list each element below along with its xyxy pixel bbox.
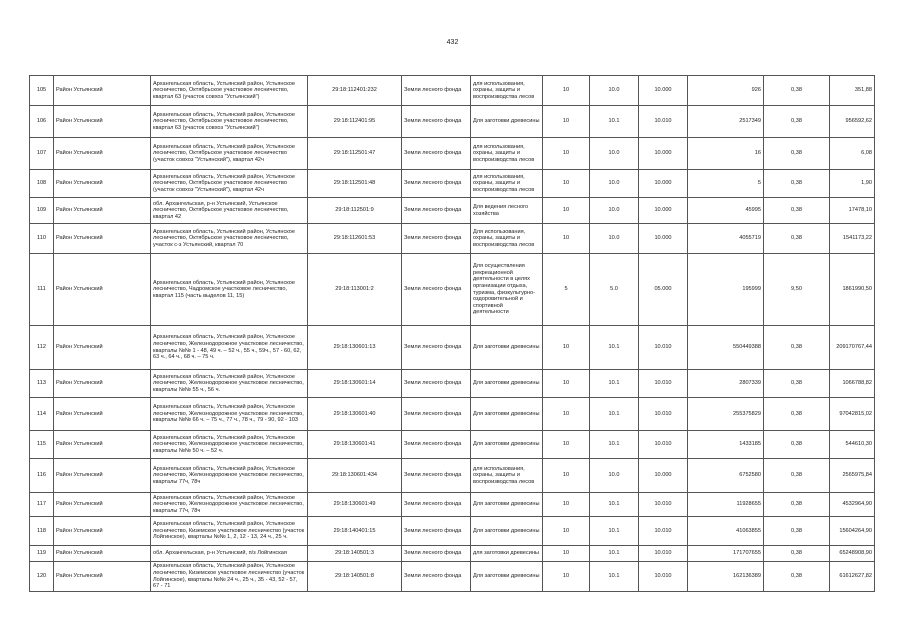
permitted-use-cell: Для заготовки древесины bbox=[471, 517, 543, 546]
district-cell: Район Устьянский bbox=[54, 254, 151, 326]
table-row bbox=[30, 106, 875, 138]
amount-cell: 544610,30 bbox=[830, 431, 875, 459]
rate-cell: 0,38 bbox=[764, 76, 830, 106]
code-cell: 10 bbox=[543, 76, 590, 106]
table-row bbox=[30, 562, 875, 592]
land-category-cell: Земли лесного фонда bbox=[402, 326, 471, 370]
rate-cell: 0,38 bbox=[764, 546, 830, 562]
cadastral-number-cell: 29:18:112501:48 bbox=[308, 170, 402, 198]
code-cell: 10 bbox=[543, 459, 590, 493]
amount-cell: 15604264,90 bbox=[830, 517, 875, 546]
table-row bbox=[30, 370, 875, 398]
code-cell: 10.1 bbox=[590, 562, 639, 592]
amount-cell: 2565975,84 bbox=[830, 459, 875, 493]
area-cell: 41063855 bbox=[688, 517, 764, 546]
area-cell: 255375829 bbox=[688, 398, 764, 431]
code-cell: 10.1 bbox=[590, 106, 639, 138]
row-number: 108 bbox=[30, 170, 54, 198]
code-cell: 10.010 bbox=[639, 493, 688, 517]
district-cell: Район Устьянский bbox=[54, 431, 151, 459]
location-cell: Архангельская область, Устьянский район, Устьянское лесничество, Чадромское участковое лесничество, квартал 115 (часть выделов 11, 15) bbox=[151, 254, 308, 326]
code-cell: 10.000 bbox=[639, 76, 688, 106]
rate-cell: 0,38 bbox=[764, 562, 830, 592]
district-cell: Район Устьянский bbox=[54, 562, 151, 592]
table-row bbox=[30, 198, 875, 224]
rate-cell: 0,38 bbox=[764, 170, 830, 198]
location-cell: Архангельская область, Устьянский район, Устьянское лесничество, Октябрьское участковое лесничество, квартал 63 (участок совхоз "Устьянский") bbox=[151, 76, 308, 106]
row-number: 119 bbox=[30, 546, 54, 562]
cadastral-number-cell: 29:18:113001:2 bbox=[308, 254, 402, 326]
row-number: 117 bbox=[30, 493, 54, 517]
area-cell: 5 bbox=[688, 170, 764, 198]
rate-cell: 0,38 bbox=[764, 106, 830, 138]
code-cell: 10.010 bbox=[639, 546, 688, 562]
code-cell: 10 bbox=[543, 493, 590, 517]
land-register-table bbox=[29, 75, 875, 592]
page-number: 432 bbox=[446, 39, 459, 46]
code-cell: 10.0 bbox=[590, 76, 639, 106]
land-category-cell: Земли лесного фонда bbox=[402, 562, 471, 592]
table-row bbox=[30, 431, 875, 459]
row-number: 116 bbox=[30, 459, 54, 493]
permitted-use-cell: Для использования, охраны, защиты и воспроизводства лесов bbox=[471, 224, 543, 254]
land-category-cell: Земли лесного фонда bbox=[402, 398, 471, 431]
permitted-use-cell: Для заготовки древесины bbox=[471, 106, 543, 138]
amount-cell: 6,08 bbox=[830, 138, 875, 170]
code-cell: 10.1 bbox=[590, 493, 639, 517]
table-row bbox=[30, 459, 875, 493]
location-cell: обл. Архангельская, р-н Устьянский, п/з Лойгинская bbox=[151, 546, 308, 562]
rate-cell: 0,38 bbox=[764, 398, 830, 431]
code-cell: 10.010 bbox=[639, 431, 688, 459]
code-cell: 10.010 bbox=[639, 517, 688, 546]
land-category-cell: Земли лесного фонда bbox=[402, 459, 471, 493]
land-category-cell: Земли лесного фонда bbox=[402, 493, 471, 517]
code-cell: 10 bbox=[543, 398, 590, 431]
code-cell: 10.000 bbox=[639, 138, 688, 170]
area-cell: 6752580 bbox=[688, 459, 764, 493]
cadastral-number-cell: 29:18:112401:232 bbox=[308, 76, 402, 106]
permitted-use-cell: Для заготовки древесины bbox=[471, 398, 543, 431]
land-category-cell: Земли лесного фонда bbox=[402, 517, 471, 546]
code-cell: 5 bbox=[543, 254, 590, 326]
code-cell: 10 bbox=[543, 106, 590, 138]
amount-cell: 351,88 bbox=[830, 76, 875, 106]
code-cell: 10.000 bbox=[639, 170, 688, 198]
district-cell: Район Устьянский bbox=[54, 170, 151, 198]
code-cell: 10.1 bbox=[590, 398, 639, 431]
code-cell: 05.000 bbox=[639, 254, 688, 326]
code-cell: 10.010 bbox=[639, 370, 688, 398]
land-category-cell: Земли лесного фонда bbox=[402, 224, 471, 254]
table-row bbox=[30, 398, 875, 431]
row-number: 109 bbox=[30, 198, 54, 224]
permitted-use-cell: Для заготовки древесины bbox=[471, 431, 543, 459]
permitted-use-cell: для использования, охраны, защиты и воспроизводства лесов bbox=[471, 170, 543, 198]
district-cell: Район Устьянский bbox=[54, 138, 151, 170]
location-cell: Архангельская область, Устьянский район, Устьянское лесничество, Октябрьское участковое лесничество (участок совхоз "Устьянский"), квартал 42ч bbox=[151, 138, 308, 170]
location-cell: Архангельская область, Устьянский район, Устьянское лесничество, Железнодорожное участковое лесничество, кварталы №№ 55 ч., 56 ч. bbox=[151, 370, 308, 398]
location-cell: Архангельская область, Устьянский район, Устьянское лесничество, Октябрьское участковое лесничество, квартал 63 (участок совхоз "Устьянский") bbox=[151, 106, 308, 138]
table-row bbox=[30, 76, 875, 106]
district-cell: Район Устьянский bbox=[54, 493, 151, 517]
amount-cell: 209170767,44 bbox=[830, 326, 875, 370]
code-cell: 10.010 bbox=[639, 398, 688, 431]
code-cell: 10 bbox=[543, 224, 590, 254]
row-number: 118 bbox=[30, 517, 54, 546]
code-cell: 10.0 bbox=[590, 198, 639, 224]
location-cell: Архангельская область, Устьянский район, Устьянское лесничество, Железнодорожное участковое лесничество, кварталы №№ 66 ч. – 75 ч., 77 ч., 78 ч., 79 - 90, 92 - 103 bbox=[151, 398, 308, 431]
row-number: 110 bbox=[30, 224, 54, 254]
location-cell: Архангельская область, Устьянский район, Устьянское лесничество, Октябрьское участковое лесничество (участок совхоз "Устьянский"), квартал 42ч bbox=[151, 170, 308, 198]
cadastral-number-cell: 29:18:130601:13 bbox=[308, 326, 402, 370]
code-cell: 10.1 bbox=[590, 370, 639, 398]
permitted-use-cell: Для осуществления рекреационной деятельности в целях организации отдыха, туризма, физкультурно-оздоровительной и спортивной деятельности bbox=[471, 254, 543, 326]
permitted-use-cell: Для заготовки древесины bbox=[471, 562, 543, 592]
code-cell: 10.0 bbox=[590, 224, 639, 254]
amount-cell: 1,90 bbox=[830, 170, 875, 198]
rate-cell: 0,38 bbox=[764, 138, 830, 170]
location-cell: Архангельская область, Устьянский район, Устьянское лесничество, Киземское участковое лесничество (участок Лойгинское), кварталы №№ 24 ч., 25 ч., 35 - 43, 52 - 57, 67 - 71 bbox=[151, 562, 308, 592]
land-category-cell: Земли лесного фонда bbox=[402, 76, 471, 106]
land-category-cell: Земли лесного фонда bbox=[402, 370, 471, 398]
rate-cell: 9,50 bbox=[764, 254, 830, 326]
land-category-cell: Земли лесного фонда bbox=[402, 254, 471, 326]
row-number: 120 bbox=[30, 562, 54, 592]
location-cell: обл. Архангельская, р-н Устьянский, Устьянское лесничество, Октябрьское участковое лесничество, квартал 42 bbox=[151, 198, 308, 224]
land-category-cell: Земли лесного фонда bbox=[402, 170, 471, 198]
code-cell: 10.010 bbox=[639, 106, 688, 138]
code-cell: 10 bbox=[543, 138, 590, 170]
permitted-use-cell: для заготовки древесины bbox=[471, 546, 543, 562]
table-row bbox=[30, 224, 875, 254]
cadastral-number-cell: 29:18:140501:3 bbox=[308, 546, 402, 562]
area-cell: 550449388 bbox=[688, 326, 764, 370]
table-row bbox=[30, 254, 875, 326]
code-cell: 10.1 bbox=[590, 546, 639, 562]
area-cell: 926 bbox=[688, 76, 764, 106]
location-cell: Архангельская область, Устьянский район, Устьянское лесничество, Железнодорожное участковое лесничество, кварталы №№ 1 - 48, 49 ч. – 52 ч., 55 ч., 59ч., 57 - 60, 62, 63 ч., 64 ч., 68 ч. – 75 ч. bbox=[151, 326, 308, 370]
row-number: 107 bbox=[30, 138, 54, 170]
cadastral-number-cell: 29:18:130601:41 bbox=[308, 431, 402, 459]
rate-cell: 0,38 bbox=[764, 198, 830, 224]
land-category-cell: Земли лесного фонда bbox=[402, 546, 471, 562]
code-cell: 10.1 bbox=[590, 431, 639, 459]
cadastral-number-cell: 29:18:130601:14 bbox=[308, 370, 402, 398]
land-category-cell: Земли лесного фонда bbox=[402, 138, 471, 170]
area-cell: 162136389 bbox=[688, 562, 764, 592]
location-cell: Архангельская область, Устьянский район, Устьянское лесничество, Железнодорожное участковое лесничество, кварталы 77ч, 78ч bbox=[151, 493, 308, 517]
district-cell: Район Устьянский bbox=[54, 398, 151, 431]
row-number: 113 bbox=[30, 370, 54, 398]
table-row bbox=[30, 326, 875, 370]
code-cell: 10.1 bbox=[590, 517, 639, 546]
area-cell: 1433185 bbox=[688, 431, 764, 459]
code-cell: 10.000 bbox=[639, 198, 688, 224]
code-cell: 10 bbox=[543, 170, 590, 198]
cadastral-number-cell: 29:18:112501:47 bbox=[308, 138, 402, 170]
cadastral-number-cell: 29:18:130601:434 bbox=[308, 459, 402, 493]
cadastral-number-cell: 29:18:112501:9 bbox=[308, 198, 402, 224]
location-cell: Архангельская область, Устьянский район, Устьянское лесничество, Железнодорожное участковое лесничество, кварталы №№ 50 ч. – 52 ч. bbox=[151, 431, 308, 459]
row-number: 112 bbox=[30, 326, 54, 370]
permitted-use-cell: Для заготовки древесины bbox=[471, 326, 543, 370]
amount-cell: 1861990,50 bbox=[830, 254, 875, 326]
code-cell: 10 bbox=[543, 370, 590, 398]
code-cell: 10 bbox=[543, 562, 590, 592]
rate-cell: 0,38 bbox=[764, 431, 830, 459]
amount-cell: 1541173,22 bbox=[830, 224, 875, 254]
area-cell: 45995 bbox=[688, 198, 764, 224]
land-category-cell: Земли лесного фонда bbox=[402, 106, 471, 138]
district-cell: Район Устьянский bbox=[54, 370, 151, 398]
code-cell: 10.0 bbox=[590, 170, 639, 198]
code-cell: 10 bbox=[543, 431, 590, 459]
area-cell: 11928655 bbox=[688, 493, 764, 517]
amount-cell: 17478,10 bbox=[830, 198, 875, 224]
amount-cell: 4532964,90 bbox=[830, 493, 875, 517]
code-cell: 10 bbox=[543, 517, 590, 546]
location-cell: Архангельская область, Устьянский район, Устьянское лесничество, Киземское участковое лесничество (участок Лойгинское), кварталы №№ 1, 2, 12 - 13, 24 ч., 25 ч. bbox=[151, 517, 308, 546]
table-row bbox=[30, 546, 875, 562]
code-cell: 10 bbox=[543, 546, 590, 562]
area-cell: 2517349 bbox=[688, 106, 764, 138]
table-row bbox=[30, 170, 875, 198]
table-body bbox=[30, 76, 875, 592]
table-row bbox=[30, 493, 875, 517]
land-category-cell: Земли лесного фонда bbox=[402, 431, 471, 459]
amount-cell: 65248908,90 bbox=[830, 546, 875, 562]
row-number: 114 bbox=[30, 398, 54, 431]
rate-cell: 0,38 bbox=[764, 224, 830, 254]
rate-cell: 0,38 bbox=[764, 326, 830, 370]
rate-cell: 0,38 bbox=[764, 493, 830, 517]
location-cell: Архангельская область, Устьянский район, Устьянское лесничество, Октябрьское участковое лесничество, участок с-з Устьянский, квартал 70 bbox=[151, 224, 308, 254]
area-cell: 171707655 bbox=[688, 546, 764, 562]
district-cell: Район Устьянский bbox=[54, 76, 151, 106]
code-cell: 10.1 bbox=[590, 326, 639, 370]
amount-cell: 97042815,02 bbox=[830, 398, 875, 431]
permitted-use-cell: для использования, охраны, защиты и воспроизводства лесов bbox=[471, 76, 543, 106]
table-row bbox=[30, 517, 875, 546]
code-cell: 10.0 bbox=[590, 459, 639, 493]
row-number: 115 bbox=[30, 431, 54, 459]
area-cell: 4055719 bbox=[688, 224, 764, 254]
district-cell: Район Устьянский bbox=[54, 106, 151, 138]
rate-cell: 0,38 bbox=[764, 370, 830, 398]
amount-cell: 61612627,82 bbox=[830, 562, 875, 592]
row-number: 111 bbox=[30, 254, 54, 326]
amount-cell: 956592,62 bbox=[830, 106, 875, 138]
cadastral-number-cell: 29:18:112601:53 bbox=[308, 224, 402, 254]
code-cell: 10.000 bbox=[639, 224, 688, 254]
district-cell: Район Устьянский bbox=[54, 459, 151, 493]
area-cell: 2807339 bbox=[688, 370, 764, 398]
code-cell: 10.010 bbox=[639, 562, 688, 592]
code-cell: 10.000 bbox=[639, 459, 688, 493]
rate-cell: 0,38 bbox=[764, 517, 830, 546]
row-number: 106 bbox=[30, 106, 54, 138]
district-cell: Район Устьянский bbox=[54, 326, 151, 370]
permitted-use-cell: Для заготовки древесины bbox=[471, 370, 543, 398]
land-category-cell: Земли лесного фонда bbox=[402, 198, 471, 224]
cadastral-number-cell: 29:18:130601:40 bbox=[308, 398, 402, 431]
code-cell: 10.0 bbox=[590, 138, 639, 170]
area-cell: 16 bbox=[688, 138, 764, 170]
rate-cell: 0,38 bbox=[764, 459, 830, 493]
district-cell: Район Устьянский bbox=[54, 224, 151, 254]
permitted-use-cell: для использования, охраны, защиты и воспроизводства лесов bbox=[471, 138, 543, 170]
location-cell: Архангельская область, Устьянский район, Устьянское лесничество, Железнодорожное участковое лесничество, кварталы 77ч, 78ч bbox=[151, 459, 308, 493]
cadastral-number-cell: 29:18:112401:95 bbox=[308, 106, 402, 138]
table-row bbox=[30, 138, 875, 170]
amount-cell: 1066788,82 bbox=[830, 370, 875, 398]
code-cell: 10.010 bbox=[639, 326, 688, 370]
area-cell: 195999 bbox=[688, 254, 764, 326]
code-cell: 5.0 bbox=[590, 254, 639, 326]
cadastral-number-cell: 29:18:140401:15 bbox=[308, 517, 402, 546]
code-cell: 10 bbox=[543, 326, 590, 370]
district-cell: Район Устьянский bbox=[54, 517, 151, 546]
district-cell: Район Устьянский bbox=[54, 198, 151, 224]
cadastral-number-cell: 29:18:140501:8 bbox=[308, 562, 402, 592]
district-cell: Район Устьянский bbox=[54, 546, 151, 562]
cadastral-number-cell: 29:18:130601:49 bbox=[308, 493, 402, 517]
permitted-use-cell: для использования, охраны, защиты и воспроизводства лесов bbox=[471, 459, 543, 493]
permitted-use-cell: Для ведения лесного хозяйства bbox=[471, 198, 543, 224]
code-cell: 10 bbox=[543, 198, 590, 224]
permitted-use-cell: Для заготовки древесины bbox=[471, 493, 543, 517]
row-number: 105 bbox=[30, 76, 54, 106]
